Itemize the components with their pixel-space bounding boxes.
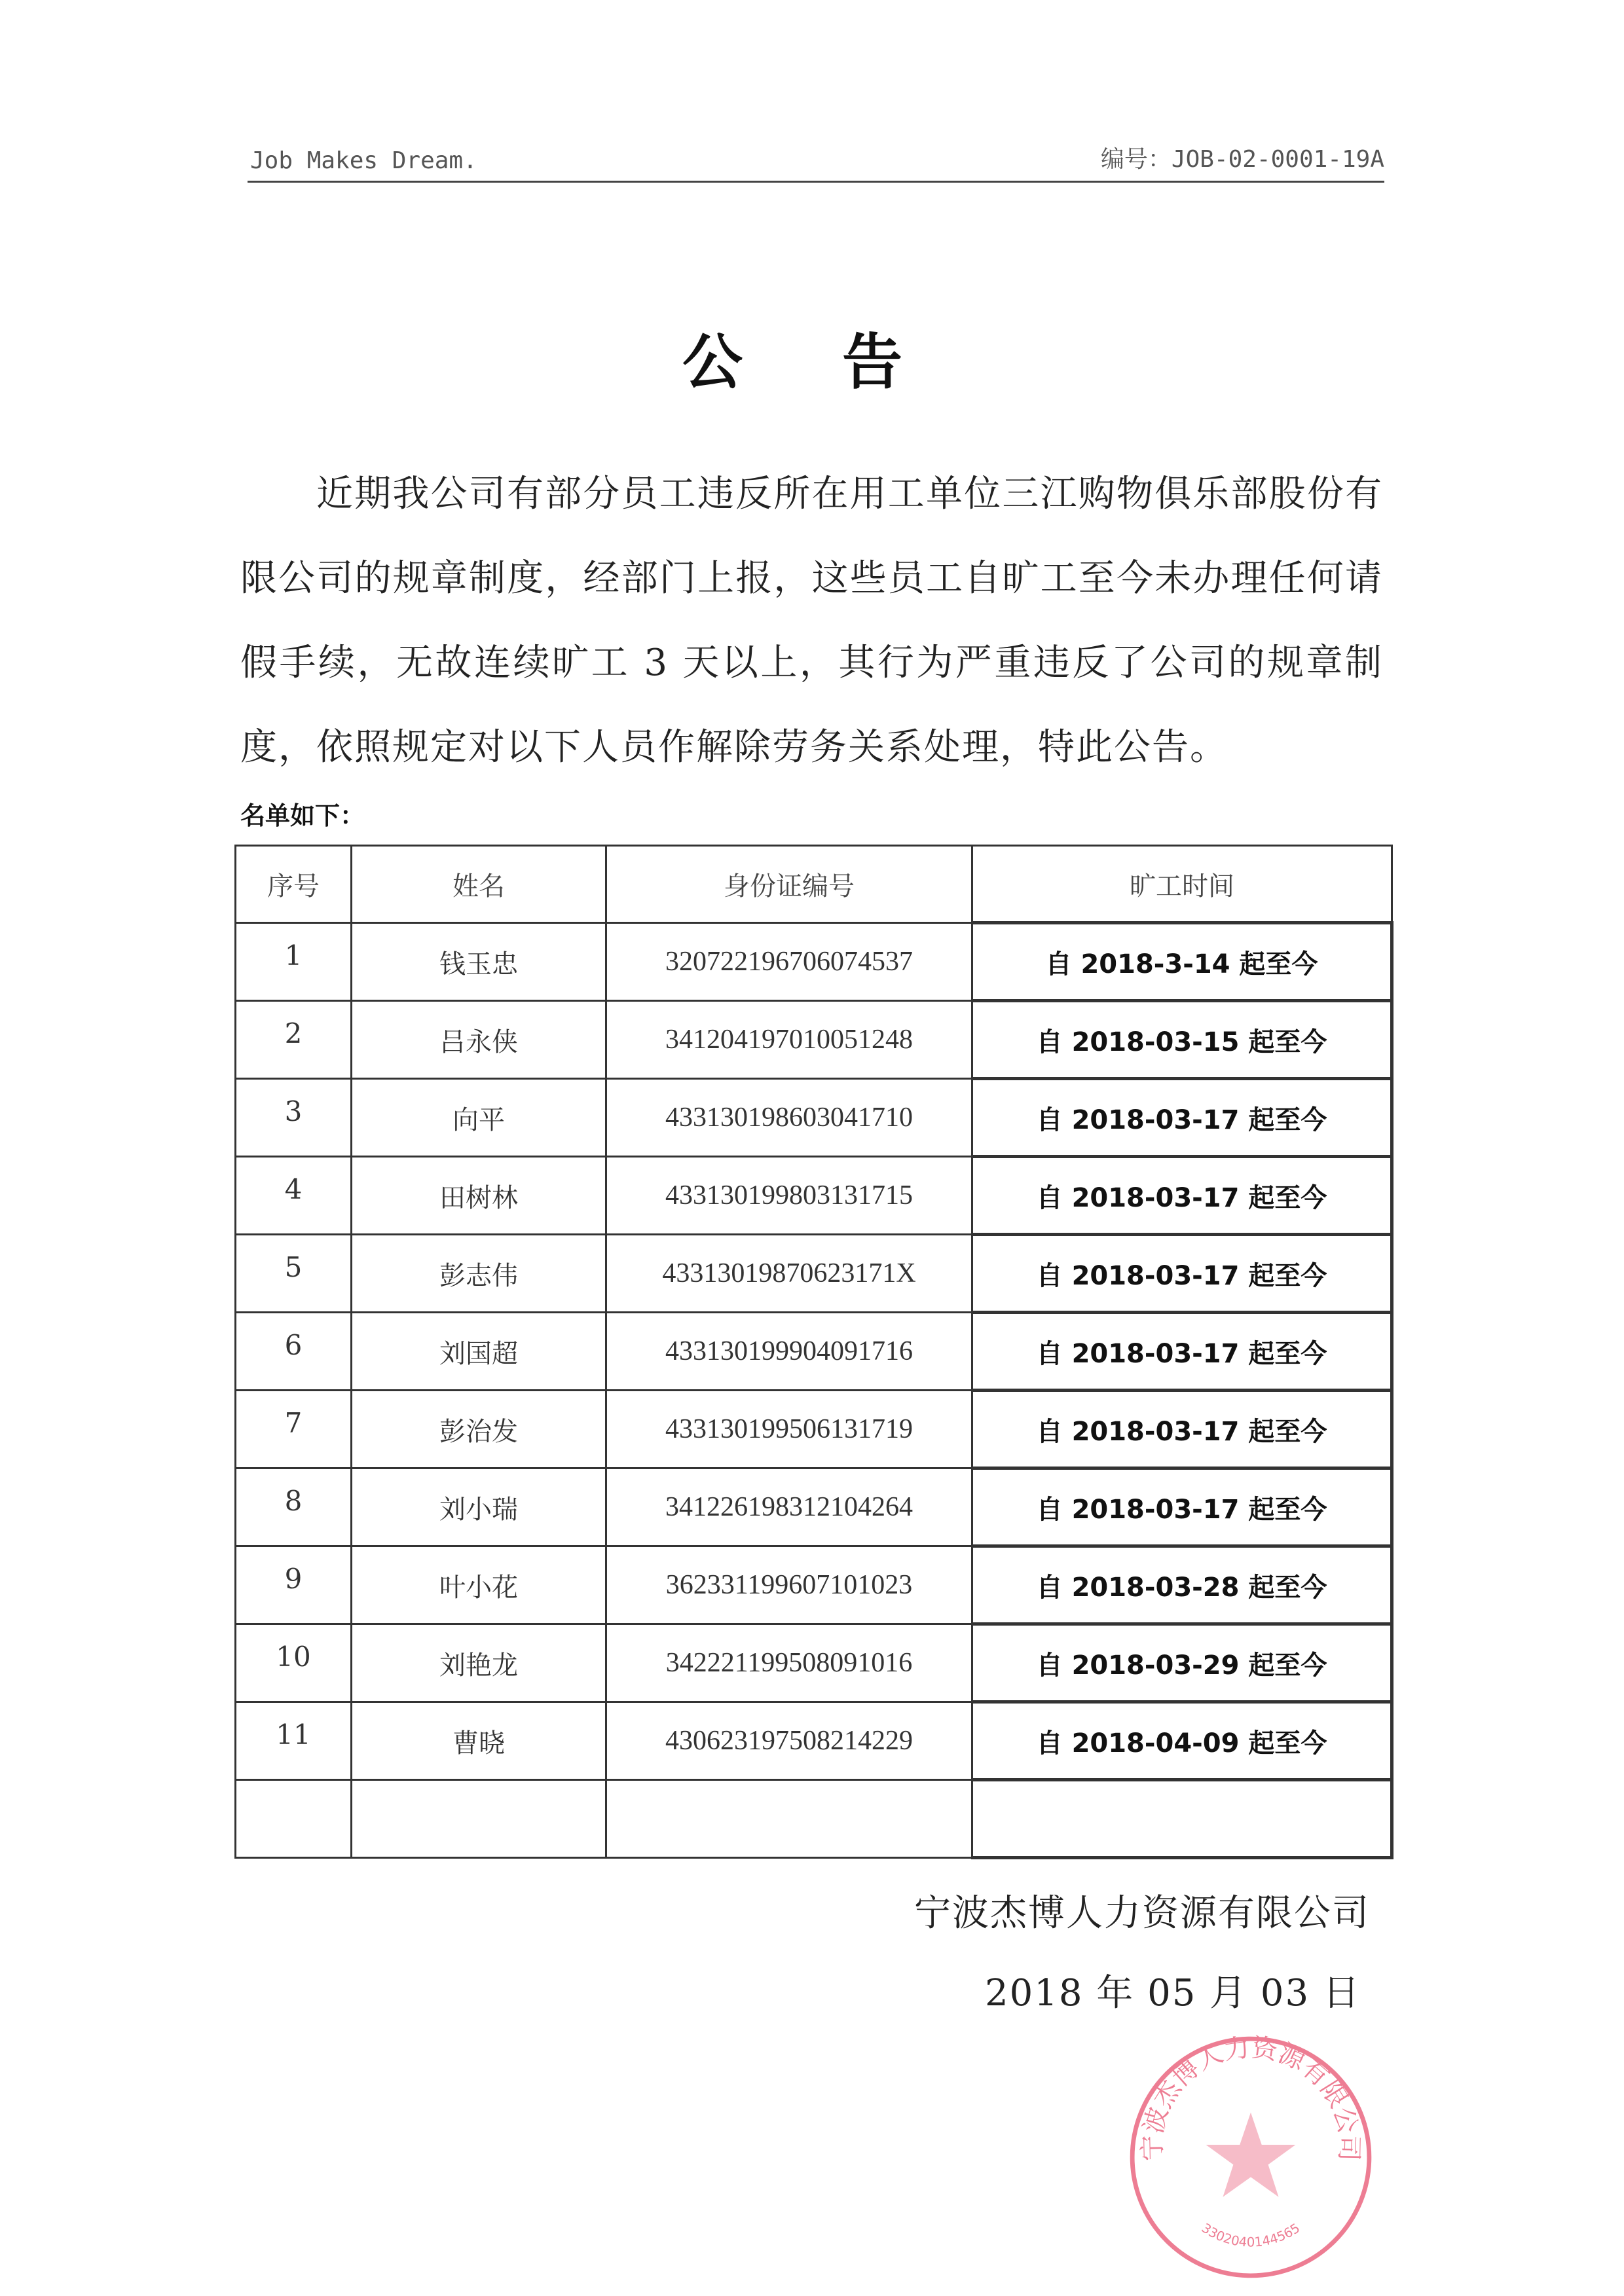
table-row (236, 1468, 1392, 1546)
cell-date: 自 2018-03-29 起至今 (972, 1624, 1392, 1702)
cell-date: 自 2018-03-17 起至今 (972, 1079, 1392, 1157)
cell-seq: 7 (236, 1391, 352, 1468)
seal-number: 3302040144565 (1198, 2220, 1303, 2250)
table-row (236, 1546, 1392, 1624)
cell-id: 342221199508091016 (606, 1624, 972, 1702)
cell-id: 43313019870623171X (606, 1235, 972, 1313)
table-row (236, 1235, 1392, 1313)
cell-date: 自 2018-03-15 起至今 (972, 1001, 1392, 1079)
cell-seq: 10 (236, 1624, 352, 1702)
cell-seq: 3 (236, 1079, 352, 1157)
cell-date: 自 2018-03-17 起至今 (972, 1468, 1392, 1546)
cell-name: 吕永侠 (352, 1001, 606, 1079)
table-header-row (236, 846, 1392, 923)
header-id: 身份证编号 (606, 846, 972, 923)
cell-id: 433130198603041710 (606, 1079, 972, 1157)
page-title: 公 告 (682, 327, 942, 397)
signature-company: 宁波杰博人力资源有限公司 (914, 1892, 1370, 1935)
cell-seq: 11 (236, 1702, 352, 1780)
cell-name: 刘艳龙 (352, 1624, 606, 1702)
cell-date: 自 2018-03-17 起至今 (972, 1391, 1392, 1468)
page-header (248, 139, 1384, 183)
list-label: 名单如下： (240, 801, 365, 830)
header-date: 旷工时间 (972, 846, 1392, 923)
cell-name: 叶小花 (352, 1546, 606, 1624)
cell-name (352, 1780, 606, 1858)
table-row (236, 1624, 1392, 1702)
cell-id (606, 1780, 972, 1858)
cell-date: 自 2018-03-28 起至今 (972, 1546, 1392, 1624)
employee-table (234, 845, 1393, 1859)
cell-seq: 1 (236, 923, 352, 1001)
document-number: 编号：JOB-02-0001-19A (1100, 146, 1384, 173)
cell-date: 自 2018-03-17 起至今 (972, 1157, 1392, 1235)
cell-id: 433130199506131719 (606, 1391, 972, 1468)
cell-seq: 2 (236, 1001, 352, 1079)
seal-text: 宁波杰博人力资源有限公司 (1137, 2033, 1365, 2162)
cell-date (972, 1780, 1392, 1858)
cell-id: 433130199803131715 (606, 1157, 972, 1235)
table-row (236, 923, 1392, 1001)
cell-date: 自 2018-03-17 起至今 (972, 1313, 1392, 1391)
cell-seq: 6 (236, 1313, 352, 1391)
table-row (236, 1079, 1392, 1157)
cell-seq: 5 (236, 1235, 352, 1313)
cell-id: 362331199607101023 (606, 1546, 972, 1624)
table-row (236, 1391, 1392, 1468)
company-seal (1126, 2033, 1375, 2282)
table-row (236, 1001, 1392, 1079)
cell-id: 430623197508214229 (606, 1702, 972, 1780)
cell-date: 自 2018-04-09 起至今 (972, 1702, 1392, 1780)
table-row (236, 1780, 1392, 1858)
cell-id: 341204197010051248 (606, 1001, 972, 1079)
cell-name: 钱玉忠 (352, 923, 606, 1001)
table-row (236, 1313, 1392, 1391)
header-seq: 序号 (236, 846, 352, 923)
table-row (236, 1157, 1392, 1235)
cell-seq: 9 (236, 1546, 352, 1624)
cell-seq: 8 (236, 1468, 352, 1546)
cell-name: 彭治发 (352, 1391, 606, 1468)
table-row (236, 1702, 1392, 1780)
cell-name: 向平 (352, 1079, 606, 1157)
cell-name: 曹晓 (352, 1702, 606, 1780)
cell-id: 433130199904091716 (606, 1313, 972, 1391)
header-name: 姓名 (352, 846, 606, 923)
signature-date: 2018 年 05 月 03 日 (984, 1972, 1361, 2014)
cell-name: 刘国超 (352, 1313, 606, 1391)
cell-seq: 4 (236, 1157, 352, 1235)
cell-name: 刘小瑞 (352, 1468, 606, 1546)
star-icon (1206, 2113, 1296, 2197)
cell-id: 341226198312104264 (606, 1468, 972, 1546)
cell-date: 自 2018-3-14 起至今 (972, 923, 1392, 1001)
cell-name: 彭志伟 (352, 1235, 606, 1313)
cell-id: 320722196706074537 (606, 923, 972, 1001)
cell-name: 田树林 (352, 1157, 606, 1235)
announcement-body: 近期我公司有部分员工违反所在用工单位三江购物俱乐部股份有限公司的规章制度，经部门上报，这些员工自旷工至今未办理任何请假手续，无故连续旷工 3 天以上，其行为严重违反了公司的规章制度，依照规定对以下人员作解除劳务关系处理，特此公告。 (240, 473, 1383, 769)
cell-seq (236, 1780, 352, 1858)
header-slogan: Job Makes Dream. (250, 147, 477, 174)
cell-date: 自 2018-03-17 起至今 (972, 1235, 1392, 1313)
